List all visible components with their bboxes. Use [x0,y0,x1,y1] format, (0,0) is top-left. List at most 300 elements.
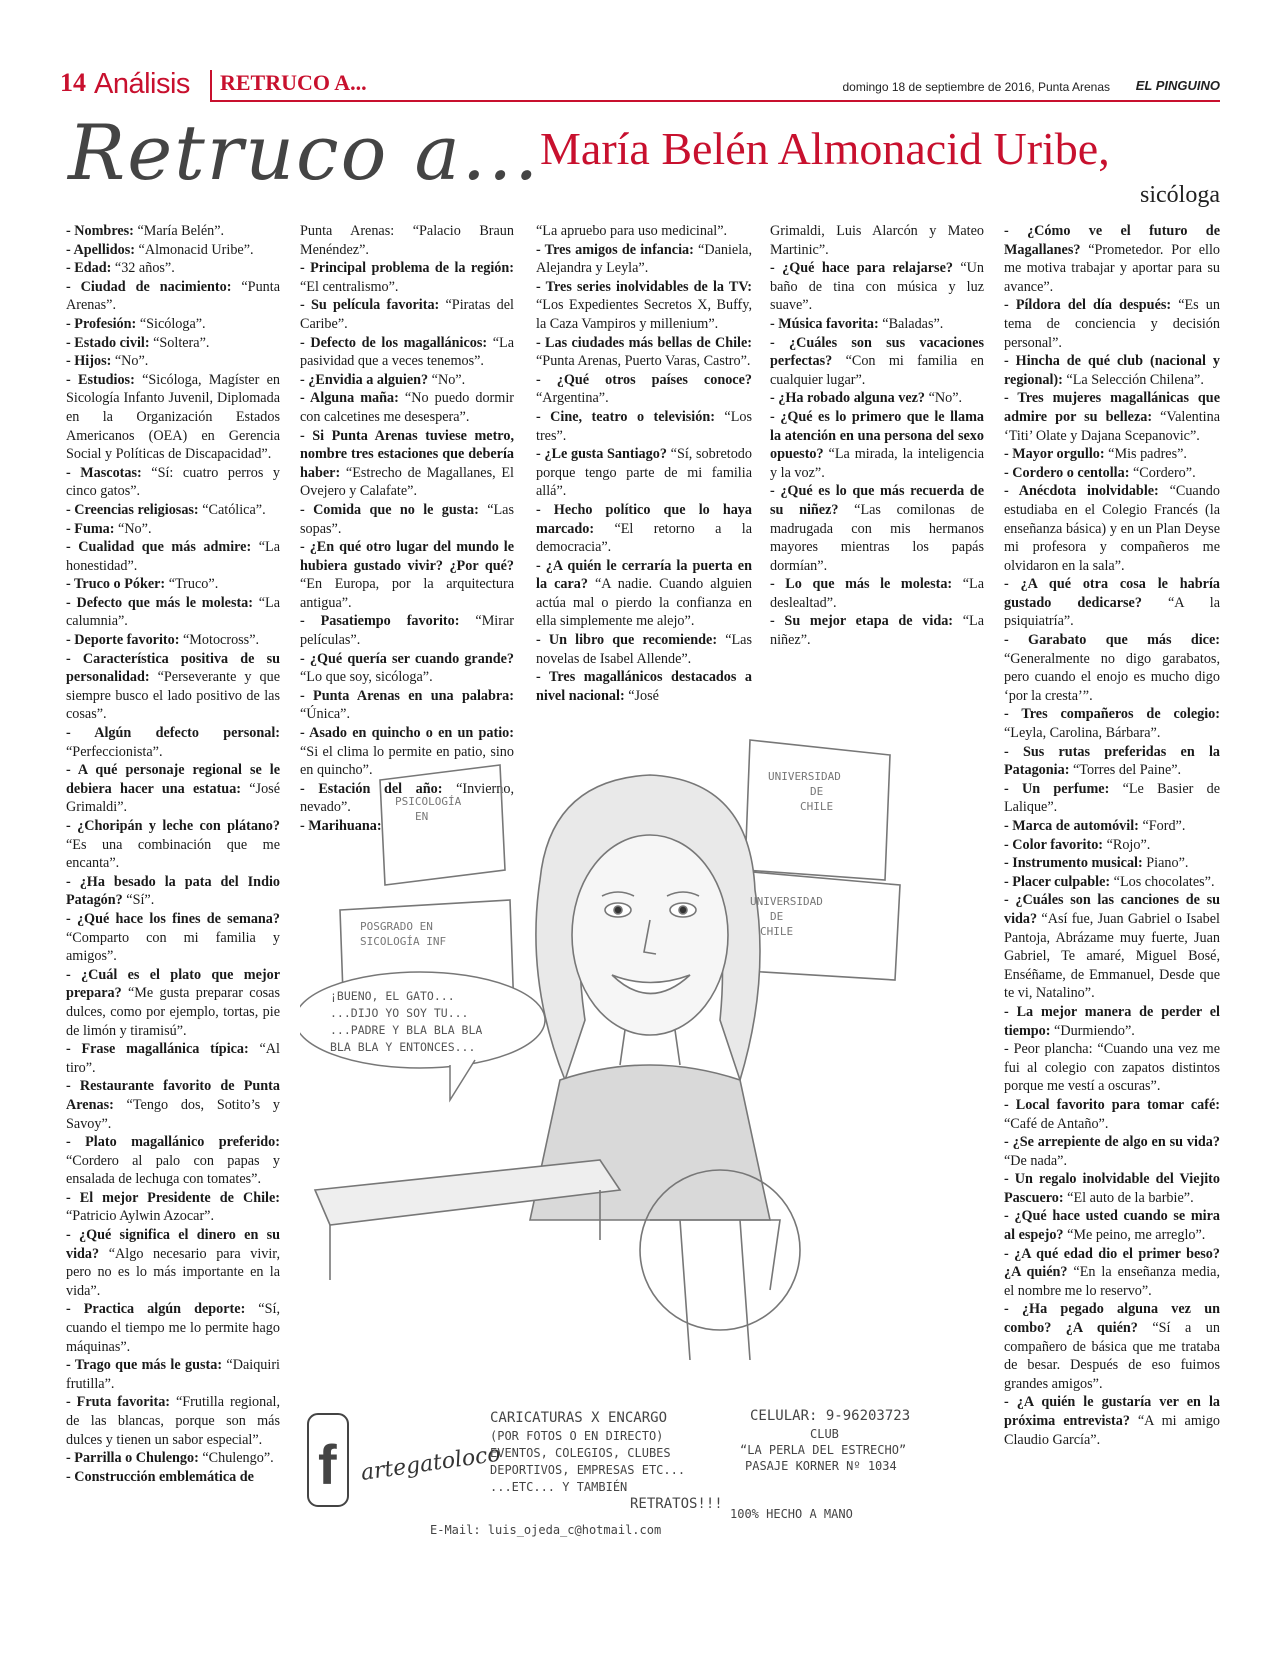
qa-answer: “Truco”. [165,576,219,593]
qa-answer: “No”. [111,353,149,370]
qa-item [300,687,514,724]
qa-item [66,1449,280,1468]
qa-answer: “Los Expedientes Secretos X, Buffy, la Caza Vampiros y millenium”. [536,297,752,332]
qa-answer: “Sicóloga”. [136,315,206,332]
qa-item [66,594,280,631]
qa-item [300,296,514,333]
qa-answer: “Las sopas”. [300,501,514,537]
ad-line-2: (POR FOTOS O EN DIRECTO) [490,1429,664,1443]
caricaturist-ad [300,1400,1000,1550]
qa-question: - Color favorito: [1004,836,1104,853]
qa-item [300,222,514,259]
qa-question: - Plato magallánico preferido: [66,1134,280,1151]
qa-question: - Estudios: [66,371,135,388]
sign3-line-3: CHILE [760,925,794,938]
qa-question: - Mayor orgullo: [1004,446,1105,463]
qa-answer: “El auto de la barbie”. [1063,1189,1194,1206]
qa-answer: “Ford”. [1138,818,1186,834]
qa-question: - ¿Qué otros países conoce? [536,371,752,388]
qa-answer: “Cordero al palo con papas y ensalada de lechuga con tomates”. [66,1152,280,1188]
qa-item [66,241,280,260]
qa-answer: “No”. [925,390,963,407]
qa-question: - Lo que más le molesta: [770,576,953,593]
qa-answer: “Durmiendo”. [1050,1022,1135,1039]
qa-item [536,241,752,278]
qa-item [1004,296,1220,352]
qa-question: - ¿Qué significa el dinero en su vida? [66,1227,280,1262]
qa-answer: “No”. [428,371,466,388]
sign1-line-2: DE [810,785,824,798]
qa-answer: “El centralismo”. [300,278,399,295]
interviewee-name: María Belén Almonacid Uribe, [540,123,1110,174]
qa-question: - ¿A quién le gustaría ver en la próxima entrevista? [1004,1394,1220,1429]
ad-line-5: ...ETC... Y TAMBIÉN [490,1480,628,1494]
qa-answer: Grimaldi, Luis Alarcón y Mateo Martinic”. [770,223,984,258]
qa-item [536,501,752,557]
qa-item [66,873,280,910]
qa-answer: “Rojo”. [1103,836,1151,853]
section-name: Análisis [94,68,190,100]
qa-question: - ¿A qué otra cosa le habría gustado dedicarse? [1004,576,1220,611]
qa-answer: “No puedo dormir con calcetines me desespera”. [300,390,514,425]
ad-line-1: CARICATURAS X ENCARGO [490,1410,668,1426]
qa-question: - ¿Cuáles son sus vacaciones perfectas? [770,334,984,370]
qa-question: - Principal problema de la región: [300,260,514,277]
qa-question: - Hijos: [66,353,112,370]
qa-item [66,334,280,353]
newspaper-name: EL PINGUINO [1135,78,1220,93]
qa-item [66,1189,280,1226]
qa-question: - Sus rutas preferidas en la Patagonia: [1004,743,1220,779]
qa-answer: “José [624,687,659,704]
qa-question: - ¿Se arrepiente de algo en su vida? [1004,1134,1220,1151]
qa-item [300,334,514,371]
qa-question: - Truco o Póker: [66,576,166,593]
qa-question: - Fuma: [66,520,115,537]
qa-question: - Tres series inolvidables de la TV: [536,278,752,295]
qa-item [1004,1040,1220,1096]
qa-question: - Ciudad de nacimiento: [66,278,232,295]
qa-item [1004,705,1220,742]
qa-item [66,910,280,966]
qa-question: - Su película favorita: [300,297,440,314]
qa-answer: “Valentina ‘Titi’ Olate y Dajana Scepanovic”. [1004,408,1220,444]
qa-answer: “Café de Antaño”. [1004,1115,1109,1132]
qa-question: - ¿Qué hace para relajarse? [770,260,953,277]
qa-answer: “La apruebo para uso medicinal”. [536,223,728,239]
ad-line-6: RETRATOS!!! [630,1496,723,1512]
qa-item [300,259,514,296]
qa-question: - ¿Ha besado la pata del Indio Patagón? [66,873,280,909]
qa-question: - Pasatiempo favorito: [300,613,460,630]
qa-answer: “Si el clima lo permite en patio, sino en quincho”. [300,743,514,779]
qa-item [1004,873,1220,892]
qa-item [300,389,514,426]
svg-text:UNIVERSIDAD DE CHILE [768,770,847,813]
qa-question: - Estación del año: [300,780,443,797]
text-column-5 [1004,222,1220,1449]
ad-line-4: DEPORTIVOS, EMPRESAS ETC... [490,1463,686,1477]
qa-item [66,315,280,334]
qa-item [1004,1133,1220,1170]
qa-answer: “La Selección Chilena”. [1062,371,1204,388]
qa-answer: “A nadie. Cuando alguien actúa mal o pierdo la confianza en ella simplemente me alejo”. [536,576,752,630]
section-tag: RETRUCO A... [210,70,375,100]
qa-item [1004,1300,1220,1393]
svg-text:CELULAR: 9-96203723 CLUB [730,1408,917,1521]
qa-question: - Tres magallánicos destacados a nivel nacional: [536,669,752,704]
qa-answer: “Mis padres”. [1104,446,1187,463]
qa-answer: “Sí, sobretodo porque tengo parte de mi familia allá”. [536,446,752,500]
qa-item [770,389,984,408]
qa-item [536,278,752,334]
qa-answer: “Punta Arenas”. [66,278,281,314]
qa-item [770,259,984,315]
qa-item [536,371,752,408]
qa-question: - ¿En qué otro lugar del mundo le hubiera gustado vivir? ¿Por qué? [300,539,514,574]
ad-email: E-Mail: luis_ojeda_c@hotmail.com [430,1523,662,1537]
qa-question: - ¿A qué edad dio el primer beso? ¿A quién? [1004,1245,1220,1281]
qa-question: - Punta Arenas en una palabra: [300,687,514,704]
qa-answer: “En Europa, por la arquitectura antigua”. [300,576,514,611]
qa-item [1004,1096,1220,1133]
qa-item [66,520,280,539]
qa-question: - Hecho político que lo haya marcado: [536,501,752,537]
qa-answer: “La niñez”. [770,613,984,649]
qa-item [536,445,752,501]
qa-answer: “Chulengo”. [198,1450,274,1467]
qa-question: - Nombres: [66,223,134,239]
qa-item [66,464,280,501]
qa-item [770,315,984,334]
qa-answer: “El retorno a la democracia”. [536,520,752,556]
qa-item [1004,352,1220,389]
svg-text:CARICATURAS X ENCARGO (POR [430,1410,730,1537]
qa-question: - Placer culpable: [1004,873,1111,890]
qa-question: - ¿Qué quería ser cuando grande? [300,650,514,667]
qa-item [1004,464,1220,483]
qa-question: - El mejor Presidente de Chile: [66,1189,280,1206]
interviewee-profession: sicóloga [1140,182,1220,208]
qa-item [1004,575,1220,631]
caricature-illustration [300,720,1000,1400]
qa-item [770,334,984,390]
qa-item [66,1468,280,1487]
qa-item [66,761,280,817]
qa-answer: “Daiquiri frutilla”. [66,1357,280,1392]
qa-answer: “Baladas”. [878,315,944,332]
qa-answer: “Algo necesario para vivir, pero no es lo más importante en la vida”. [66,1245,280,1299]
qa-item [66,575,280,594]
qa-item [770,408,984,482]
qa-answer: “Prometedor. Por ello me motiva trabajar y aportar para su avance”. [1004,241,1220,295]
qa-answer: “Soltera”. [149,334,210,351]
qa-question: - Mascotas: [66,464,142,481]
qa-answer: “Perfeccionista”. [66,743,163,760]
qa-item [1004,1003,1220,1040]
qa-question: - Estado civil: [66,334,150,351]
qa-question: - Frase magallánica típica: [66,1041,249,1058]
qa-answer: “Los chocolates”. [1110,873,1215,890]
qa-answer: “Estrecho de Magallanes, El Ovejero y Calafate”. [300,464,514,500]
qa-item [1004,854,1220,873]
qa-item [300,612,514,649]
bubble-line-3: ...PADRE Y BLA BLA BLA [330,1023,483,1037]
qa-question: - ¿Qué hace los fines de semana? [66,910,280,927]
qa-answer: “De nada”. [1004,1152,1068,1169]
qa-item [1004,891,1220,1003]
qa-item [66,817,280,873]
qa-item [66,538,280,575]
qa-item [770,222,984,259]
qa-item [66,501,280,520]
qa-answer: “Con mi familia en cualquier lugar”. [770,353,984,388]
qa-question: - Alguna maña: [300,390,399,407]
qa-question: - Tres mujeres magallánicas que admire por su belleza: [1004,390,1220,425]
qa-item [66,1356,280,1393]
qa-question: - Comida que no le gusta: [300,501,479,518]
qa-item [66,352,280,371]
script-title: Retruco a... [68,108,541,197]
qa-question: - Un perfume: [1004,780,1110,797]
ad-phone: CELULAR: 9-96203723 [750,1408,911,1424]
qa-question: - Defecto de los magallánicos: [300,334,488,351]
qa-answer: “Es un tema de conciencia y decisión personal”. [1004,297,1220,351]
qa-answer: “Tengo dos, Sotito’s y Savoy”. [66,1096,280,1132]
sign2-line-1: PSICOLOGÍA [395,795,462,808]
sign3-line-2: DE [770,910,784,923]
qa-question: - Tres amigos de infancia: [536,241,694,258]
artist-brand: artegatoloco [359,1441,503,1486]
qa-item [66,278,280,315]
qa-question: - Deporte favorito: [66,632,180,649]
qa-question: - Algún defecto personal: [66,725,280,742]
qa-answer: “Leyla, Carolina, Bárbara”. [1004,725,1161,742]
sign3-line-1: UNIVERSIDAD [750,895,823,908]
qa-question: - La mejor manera de perder el tiempo: [1004,1003,1220,1039]
ad-address-1: “LA PERLA DEL ESTRECHO” [740,1443,907,1457]
qa-question: - ¿Ha robado alguna vez? [770,390,926,407]
qa-item [536,222,752,241]
qa-question: - Asado en quincho o en un patio: [300,725,514,742]
qa-answer: “Las comilonas de madrugada con mis hermanos mayores mientras los papás dormían”. [770,501,984,574]
qa-answer: “A la psiquiatría”. [1004,594,1220,630]
qa-answer: “Sí a un compañero de básica que me trataba de besar. Después de eso fuimos grandes amigos”. [1004,1320,1220,1392]
text-column-1 [66,222,280,1486]
qa-answer: “Almonacid Uribe”. [134,241,254,258]
qa-item [66,1226,280,1300]
qa-question: - ¿Envidia a alguien? [300,371,429,388]
text-column-3 [536,222,752,705]
qa-question: - ¿Le gusta Santiago? [536,446,667,463]
qa-question: - A qué personaje regional se le debiera hacer una estatua: [66,762,280,797]
qa-answer: “Me gusta preparar cosas dulces, como por ejemplo, tortas, pie de limón y tiramisú”. [66,985,280,1039]
sign1-line-3: CHILE [800,800,834,813]
qa-item [66,1040,280,1077]
qa-answer: “Así fue, Juan Gabriel o Isabel Pantoja, Abrázame muy fuerte, Juan Gabriel, Te amaré, Miguel Bosé, Enséñame, de Emmanuel, Desde que te vi, Natalino”. [1004,910,1220,1002]
qa-answer: “Frutilla regional, de las blancas, porque son más dulces y tienen un sabor especial”. [66,1394,280,1448]
qa-item [536,668,752,705]
qa-item [1004,1393,1220,1449]
qa-item [1004,836,1220,855]
qa-answer: “La mirada, la inteligencia y la voz”. [770,446,984,481]
svg-text:POSGRADO EN SICOLOGÍA INF [360,920,446,948]
qa-question: - ¿Cuáles son las canciones de su vida? [1004,892,1220,927]
qa-answer: “Mirar películas”. [300,613,514,649]
qa-answer: “Cordero”. [1129,464,1196,481]
ad-line-3: EVENTOS, COLEGIOS, CLUBES [490,1446,671,1460]
qa-question: - Defecto que más le molesta: [66,594,254,611]
qa-question: - Cualidad que más admire: [66,539,252,556]
qa-question: - Parrilla o Chulengo: [66,1450,199,1467]
bubble-line-4: BLA BLA Y ENTONCES... [330,1040,476,1054]
qa-answer: “No”. [114,520,152,537]
qa-item [66,259,280,278]
qa-question: - Local favorito para tomar café: [1004,1096,1220,1113]
qa-question: - Marca de automóvil: [1004,818,1139,834]
qa-item [300,501,514,538]
qa-answer: “Punta Arenas, Puerto Varas, Castro”. [536,353,751,370]
qa-item [66,222,280,241]
bubble-line-2: ...DIJO YO SOY TU... [330,1006,469,1020]
qa-question: - Cine, teatro o televisión: [536,408,715,425]
qa-answer: “La calumnia”. [66,594,281,630]
svg-text:PSICOLOGÍA EN [395,795,468,823]
qa-question: - Música favorita: [770,315,879,332]
qa-answer: “Generalmente no digo garabatos, pero cuando el enojo es mucho digo ‘por la cresta’”. [1004,650,1220,704]
qa-answer: “Comparto con mi familia y amigos”. [66,929,280,965]
qa-answer: “Sicóloga, Magíster en Sicología Infanto Juvenil, Diplomada en la Organización Estados Americanos (OEA) en Gerencia Social y Políticas de Discapacidad”. [66,371,280,463]
qa-answer: “Le Basier de Lalique”. [1004,780,1220,816]
qa-question: - Si Punta Arenas tuviese metro, nombre tres estaciones que debería haber: [300,427,514,481]
qa-item [1004,1207,1220,1244]
qa-answer: “José Grimaldi”. [66,780,280,816]
qa-question: - Edad: [66,260,112,277]
qa-item [536,408,752,445]
qa-question: - Fruta favorita: [66,1394,171,1411]
ad-handmade: 100% HECHO A MANO [730,1507,853,1521]
qa-answer: “La deslealtad”. [770,576,984,611]
qa-question: - Tres compañeros de colegio: [1004,706,1220,723]
qa-item [536,334,752,371]
qa-answer: “Patricio Aylwin Azocar”. [66,1208,215,1225]
qa-item [66,1133,280,1189]
qa-question: - ¿Choripán y leche con plátano? [66,818,280,834]
qa-item [300,371,514,390]
qa-question: - Profesión: [66,315,137,332]
qa-item [300,427,514,501]
text-column-4 [770,222,984,650]
qa-item [1004,445,1220,464]
qa-item [1004,1245,1220,1301]
qa-answer: “Sí”. [122,892,155,909]
qa-answer: “Me peino, me arreglo”. [1063,1227,1206,1244]
qa-item [536,557,752,631]
qa-answer: “Los tres”. [536,408,752,444]
qa-question: - Anécdota inolvidable: [1004,483,1159,500]
sign1-line-1: UNIVERSIDAD [768,770,841,783]
sign2-line-2: EN [415,810,429,823]
qa-question: - ¿A quién le cerraría la puerta en la cara? [536,557,752,593]
page-header [60,66,1220,102]
qa-question: - Apellidos: [66,241,135,258]
qa-question: - ¿Qué es lo que más recuerda de su niñez? [770,483,984,518]
facebook-icon [308,1414,348,1506]
qa-question: - Instrumento musical: [1004,855,1143,872]
qa-answer: - Peor plancha: “Cuando una vez me fui al colegio con zapatos distintos porque me vestí a oscuras”. [1004,1041,1220,1095]
qa-question: - Su mejor etapa de vida: [770,613,954,630]
sign4-line-1: POSGRADO EN [360,920,433,933]
qa-item [1004,1170,1220,1207]
qa-question: - Las ciudades más bellas de Chile: [536,334,752,351]
qa-answer: “Sí: cuatro perros y cinco gatos”. [66,464,280,500]
qa-answer: Piano”. [1142,855,1189,872]
qa-question: - ¿Qué es lo primero que le llama la atención en una persona del sexo opuesto? [770,408,984,463]
qa-answer: “32 años”. [111,260,175,277]
qa-answer: “Cuando estudiaba en el Colegio Francés (la enseñanza básica) y en un Plan Deyse mi profesora y compañeros me olvidaron en la sala”. [1004,483,1220,574]
qa-item [66,631,280,650]
qa-answer: “Al tiro”. [66,1041,280,1076]
qa-answer: “Católica”. [198,501,266,518]
qa-answer: “Lo que soy, sicóloga”. [300,669,433,686]
qa-question: - Restaurante favorito de Punta Arenas: [66,1078,280,1113]
qa-question: - Practica algún deporte: [66,1301,246,1318]
qa-answer: “La honestidad”. [66,539,281,574]
qa-item [1004,482,1220,575]
qa-item [66,966,280,1040]
qa-question: - Construcción emblemática de [66,1468,254,1485]
qa-question: - ¿Ha pegado alguna vez un combo? ¿A quién? [1004,1301,1220,1337]
qa-question: - Garabato que más dice: [1004,632,1220,649]
qa-question: - Un regalo inolvidable del Viejito Pascuero: [1004,1171,1220,1206]
qa-item [1004,631,1220,705]
qa-item [770,612,984,649]
header-rule [210,100,1220,102]
qa-question: - ¿Cómo ve el futuro de Magallanes? [1004,223,1220,258]
qa-item [300,538,514,612]
qa-answer: “Es una combinación que me encanta”. [66,836,280,872]
qa-item [66,371,280,464]
sign4-line-2: SICOLOGÍA INF [360,935,447,948]
qa-question: - Marihuana: [300,818,382,834]
qa-answer: “La pasividad que a veces tenemos”. [300,334,514,370]
qa-item [1004,222,1220,296]
qa-question: - Trago que más le gusta: [66,1357,223,1374]
svg-text:UNIVERSIDAD DE CHILE [750,895,829,938]
qa-item [66,1077,280,1133]
date-line: domingo 18 de septiembre de 2016, Punta Arenas [842,80,1110,94]
ad-address-2: PASAJE KORNER Nº 1034 [745,1459,897,1473]
qa-answer: “Invierno, nevado”. [300,780,514,816]
qa-item [66,724,280,761]
qa-item [66,1300,280,1356]
qa-answer: “Sí, cuando el tiempo me lo permite hago máquinas”. [66,1301,280,1355]
qa-item [536,631,752,668]
qa-answer: “María Belén”. [133,223,225,239]
qa-question: - Hincha de qué club (nacional y regional): [1004,353,1220,388]
qa-question: - Cordero o centolla: [1004,464,1130,481]
qa-answer: “A mi amigo Claudio García”. [1004,1413,1221,1448]
qa-item [770,482,984,575]
qa-item [66,650,280,724]
qa-answer: Punta Arenas: “Palacio Braun Menéndez”. [300,223,514,258]
qa-item [1004,743,1220,780]
ad-club: CLUB [810,1427,839,1441]
qa-answer: “Piratas del Caribe”. [300,297,514,332]
qa-answer: “Daniela, Alejandra y Leyla”. [536,241,752,277]
page-number: 14 [60,68,86,97]
qa-answer: “Motocross”. [179,632,260,649]
